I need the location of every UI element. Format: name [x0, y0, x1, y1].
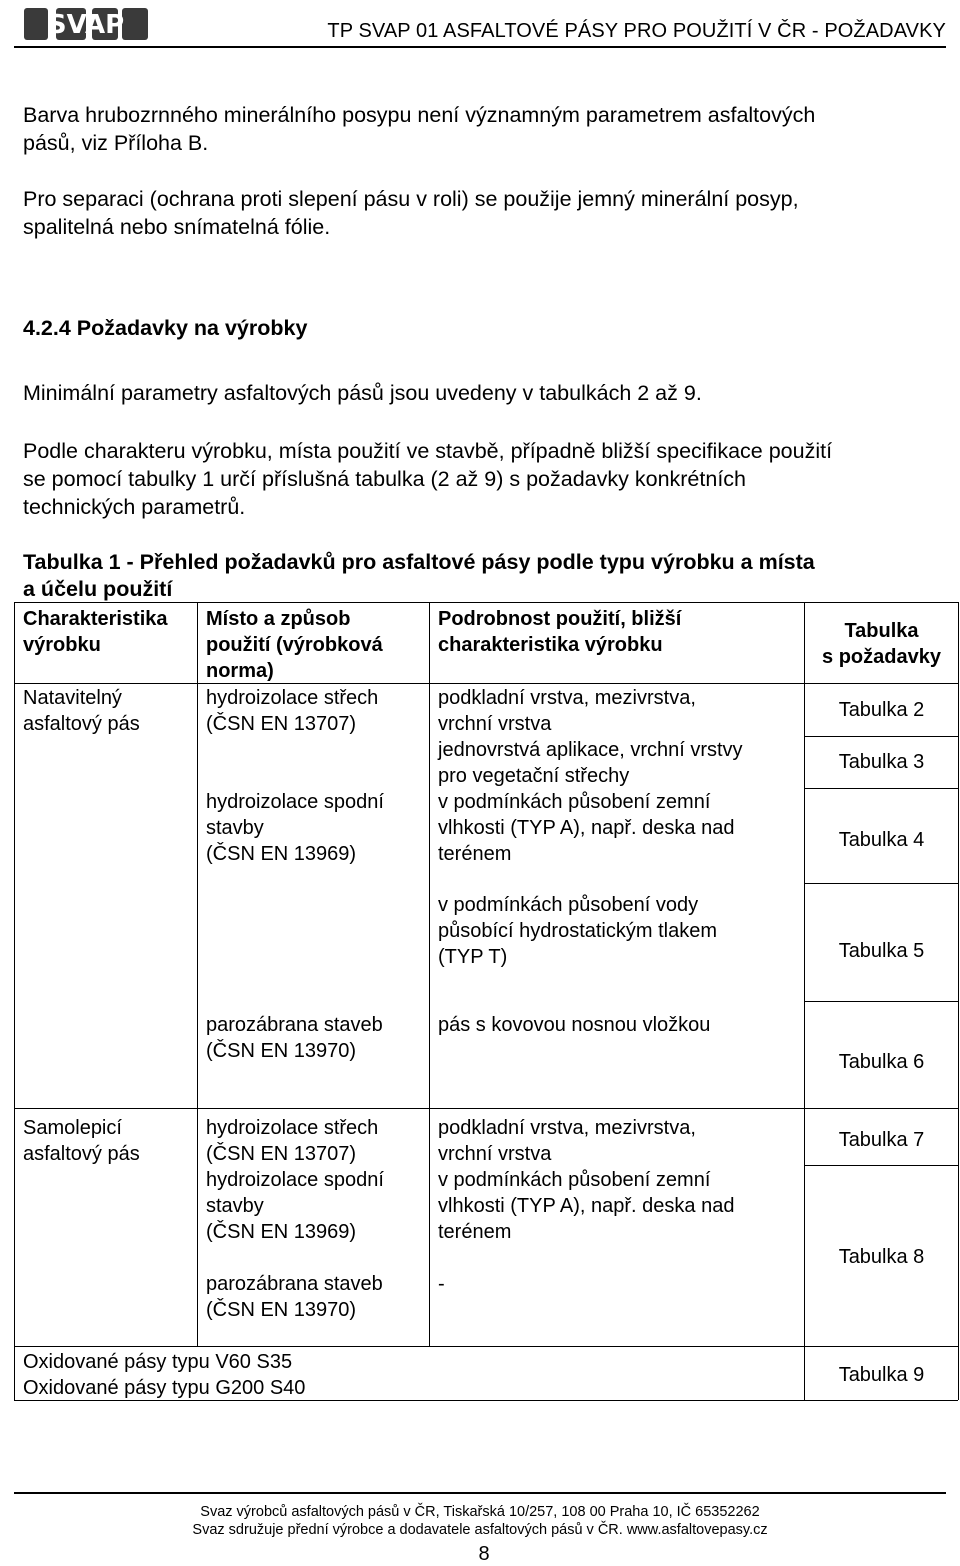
table-ref-7: Tabulka 7	[838, 1129, 925, 1151]
use-roof-waterproofing: hydroizolace střech (ČSN EN 13707)	[206, 687, 379, 735]
paragraph-mineral-line1: Barva hrubozrnného minerálního posypu není významným parametrem asfaltových	[23, 103, 816, 127]
paragraph-usage-line3: technických parametrů.	[23, 495, 246, 519]
paragraph-usage-line1: Podle charakteru výrobku, místa použití ve stavbě, případně bližší specifikace použití	[23, 439, 833, 463]
table-row-border	[804, 736, 958, 737]
header-usage-detail: Podrobnost použití, bližší charakteristika výrobku	[438, 608, 682, 656]
product-torch-applied: Natavitelný asfaltový pás	[23, 687, 140, 735]
footer-address: Svaz výrobců asfaltových pásů v ČR, Tiskařská 10/257, 108 00 Praha 10, IČ 65352262	[200, 1504, 760, 1520]
header-requirements-table: Tabulka s požadavky	[822, 620, 941, 668]
header-place-of-use: Místo a způsob použití (výrobková norma)	[206, 608, 383, 682]
paragraph-mineral-line2: pásů, viz Příloha B.	[23, 131, 209, 155]
paragraph-usage-line2: se pomocí tabulky 1 určí příslušná tabulka (2 až 9) s požadavky konkrétních	[23, 467, 747, 491]
paragraph-min-params: Minimální parametry asfaltových pásů jsou uvedeny v tabulkách 2 až 9.	[23, 381, 702, 405]
use-substructure-waterproofing: hydroizolace spodní stavby (ČSN EN 13969)	[206, 791, 384, 865]
detail-none-sa: -	[438, 1273, 445, 1295]
footer-description: Svaz sdružuje přední výrobce a dodavatele asfaltových pásů v ČR. www.asfaltovepasy.cz	[192, 1522, 768, 1538]
table-ref-8: Tabulka 8	[838, 1246, 925, 1268]
table-ref-6: Tabulka 6	[838, 1051, 925, 1073]
header-rule	[14, 46, 946, 48]
table-caption-line1: Tabulka 1 - Přehled požadavků pro asfaltové pásy podle typu výrobku a místa	[23, 550, 815, 574]
detail-underlay-layers: podkladní vrstva, mezivrstva, vrchní vrstva	[438, 687, 696, 735]
table-row-border	[804, 788, 958, 789]
table-ref-2: Tabulka 2	[838, 699, 925, 721]
table-left-border	[14, 602, 15, 1400]
header-title: TP SVAP 01 ASFALTOVÉ PÁSY PRO POUŽITÍ V ČR - POŽADAVKY	[327, 20, 946, 42]
table-caption-line2: a účelu použití	[23, 577, 173, 601]
section-heading: 4.2.4 Požadavky na výrobky	[23, 316, 308, 340]
table-right-border	[958, 602, 959, 1400]
oxidized-membranes: Oxidované pásy typu V60 S35 Oxidované pásy typu G200 S40	[23, 1351, 306, 1399]
page-number: 8	[478, 1543, 490, 1565]
table-ref-5: Tabulka 5	[838, 940, 925, 962]
paragraph-separation-line2: spalitelná nebo snímatelná fólie.	[23, 215, 331, 239]
detail-soil-moisture: v podmínkách působení zemní vlhkosti (TYP A), např. deska nad terénem	[438, 791, 735, 865]
table-top-border	[14, 602, 958, 603]
use-substructure-waterproofing-sa: hydroizolace spodní stavby (ČSN EN 13969)	[206, 1169, 384, 1243]
footer-rule	[14, 1492, 946, 1494]
table-group-border	[14, 1108, 958, 1109]
table-row-border	[804, 1001, 958, 1002]
detail-underlay-layers-sa: podkladní vrstva, mezivrstva, vrchní vrstva	[438, 1117, 696, 1165]
detail-soil-moisture-sa: v podmínkách působení zemní vlhkosti (TYP A), např. deska nad terénem	[438, 1169, 735, 1243]
detail-hydrostatic-pressure: v podmínkách působení vody působící hydrostatickým tlakem (TYP T)	[438, 894, 717, 968]
use-vapour-barrier-sa: parozábrana staveb (ČSN EN 13970)	[206, 1273, 383, 1321]
paragraph-separation-line1: Pro separaci (ochrana proti slepení pásu v roli) se použije jemný minerální posyp,	[23, 187, 799, 211]
table-col-border	[429, 602, 430, 1346]
table-group-border	[14, 1346, 958, 1347]
table-ref-3: Tabulka 3	[838, 751, 925, 773]
table-header-border	[14, 683, 958, 684]
use-roof-waterproofing-sa: hydroizolace střech (ČSN EN 13707)	[206, 1117, 379, 1165]
svap-logo	[22, 2, 150, 44]
table-row-border	[804, 883, 958, 884]
table-ref-9: Tabulka 9	[838, 1364, 925, 1386]
use-vapour-barrier: parozábrana staveb (ČSN EN 13970)	[206, 1014, 383, 1062]
header-product-characteristic: Charakteristika výrobku	[23, 608, 168, 656]
table-ref-4: Tabulka 4	[838, 829, 925, 851]
table-row-border	[804, 1165, 958, 1166]
detail-metal-carrier: pás s kovovou nosnou vložkou	[438, 1014, 711, 1036]
logo-text: SVAP	[47, 10, 125, 40]
detail-single-layer-green-roof: jednovrstvá aplikace, vrchní vrstvy pro vegetační střechy	[438, 739, 743, 787]
table-col-border	[197, 602, 198, 1346]
product-self-adhesive: Samolepicí asfaltový pás	[23, 1117, 140, 1165]
